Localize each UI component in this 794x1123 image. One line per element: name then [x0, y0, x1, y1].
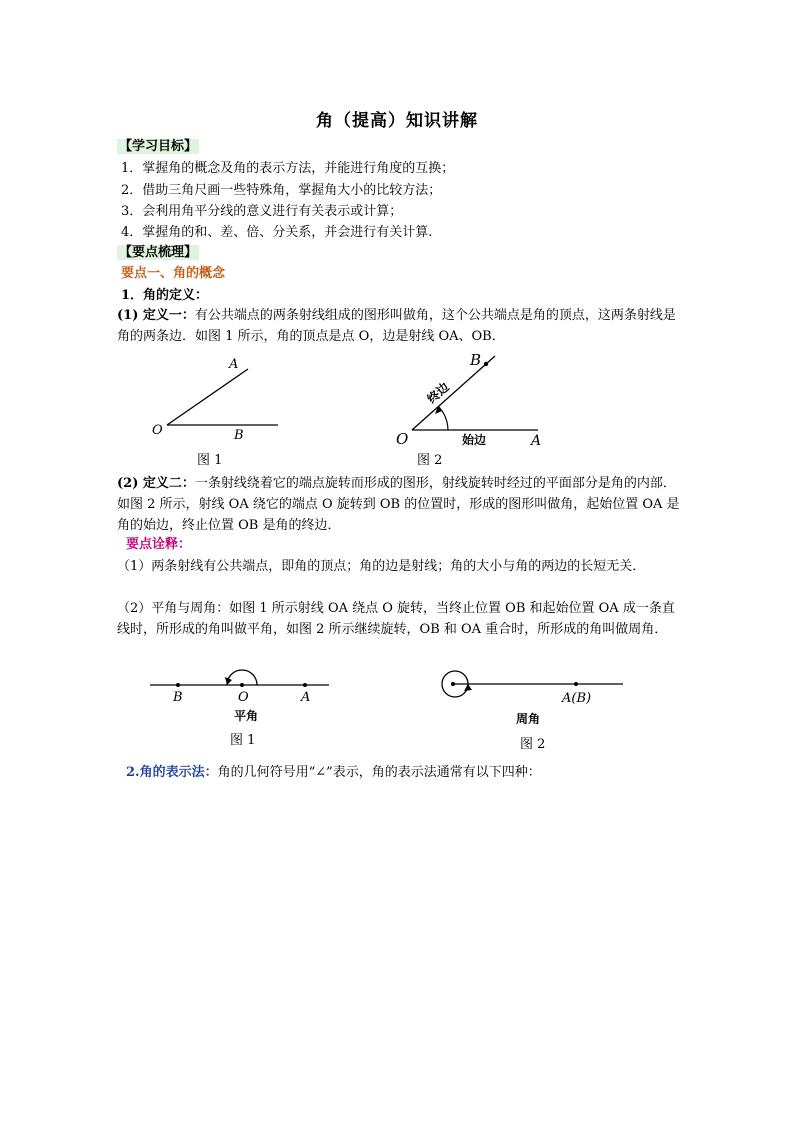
sub1-heading: 1．角的定义：	[121, 288, 209, 303]
page-title: 角（提高）知识讲解	[316, 111, 478, 131]
label-o: O	[238, 690, 249, 705]
sub2-text: 角的几何符号用“∠”表示，角的表示法通常有以下四种：	[217, 765, 541, 780]
figure3-caption: 图 1	[230, 733, 256, 748]
point-o-dot	[240, 683, 244, 687]
label-o: O	[152, 423, 163, 438]
definition-1	[117, 305, 682, 347]
goal-item-4: 4．掌握角的和、差、倍、分关系，并会进行有关计算.	[121, 225, 433, 240]
point-b-dot	[484, 362, 488, 366]
points-heading: 【要点梳理】	[119, 245, 198, 260]
label-a: A	[301, 690, 311, 705]
definition-1-label: (1) 定义一：	[117, 308, 195, 323]
figure-angle-2	[390, 350, 560, 472]
rotation-arrow-icon	[435, 406, 442, 414]
figure-straight-angle	[145, 660, 340, 752]
terminal-side	[412, 356, 495, 430]
figure3-name: 平角	[234, 709, 259, 723]
figure4-caption: 图 2	[520, 737, 546, 752]
label-ab: A(B)	[562, 691, 592, 706]
terminal-side-label: 终边	[424, 379, 452, 407]
label-a: A	[229, 357, 239, 372]
label-b: B	[470, 351, 482, 369]
point-a-dot	[303, 683, 307, 687]
figure-angle-1	[145, 350, 305, 472]
label-b: B	[234, 428, 244, 443]
definition-1-text: 有公共端点的两条射线组成的图形叫做角，这个公共端点是角的顶点，这两条射线是角的两条边．如图 1 所示，角的顶点是点 O，边是射线 OA、OB．	[117, 308, 676, 344]
label-b: B	[173, 690, 183, 705]
goal-item-3: 3．会利用角平分线的意义进行有关表示或计算；	[121, 204, 403, 219]
goal-item-2: 2．借助三角尺画一些特殊角，掌握角大小的比较方法；	[121, 183, 442, 198]
explain-heading: 要点诠释：	[126, 537, 192, 552]
rotation-arrow-icon	[464, 684, 472, 691]
ray-oa	[167, 369, 248, 425]
point-o-dot	[451, 682, 455, 686]
definition-2-text: 一条射线绕着它的端点旋转而形成的图形，射线旋转时经过的平面部分是角的内部．如图 2 所示，射线 OA 绕它的端点 O 旋转到 OB 的位置时，形成的图形叫做角，起始位置 OA 是角的始边，终止位置 OB 是角的终边．	[117, 476, 680, 533]
figure2-caption: 图 2	[417, 453, 443, 468]
definition-2-label: (2) 定义二：	[117, 476, 195, 491]
point-b-dot	[176, 683, 180, 687]
figure-full-angle	[435, 660, 630, 755]
goal-item-1: 1．掌握角的概念及角的表示方法，并能进行角度的互换；	[121, 161, 455, 176]
goals-heading: 【学习目标】	[119, 139, 198, 154]
figure4-name: 周角	[516, 712, 541, 726]
point-ab-dot	[574, 682, 578, 686]
label-a: A	[531, 433, 542, 449]
definition-2	[117, 473, 682, 536]
sub2-heading: 2.角的表示法：	[126, 765, 218, 780]
straight-arc	[227, 670, 257, 685]
figure1-caption: 图 1	[197, 453, 223, 468]
initial-side-label: 始边	[462, 433, 487, 447]
label-o: O	[396, 430, 409, 448]
explain-1: （1）两条射线有公共端点，即角的顶点；角的边是射线；角的大小与角的两边的长短无关．	[117, 559, 646, 574]
sub2-line	[126, 764, 541, 782]
explain-2: （2）平角与周角：如图 1 所示射线 OA 绕点 O 旋转，当终止位置 OB 和起始位置 OA 成一条直线时，所形成的角叫做平角，如图 2 所示继续旋转，OB 和 OA 重合时，所形成的角叫做周角．	[117, 601, 675, 637]
point1-heading: 要点一、角的概念	[121, 266, 226, 281]
